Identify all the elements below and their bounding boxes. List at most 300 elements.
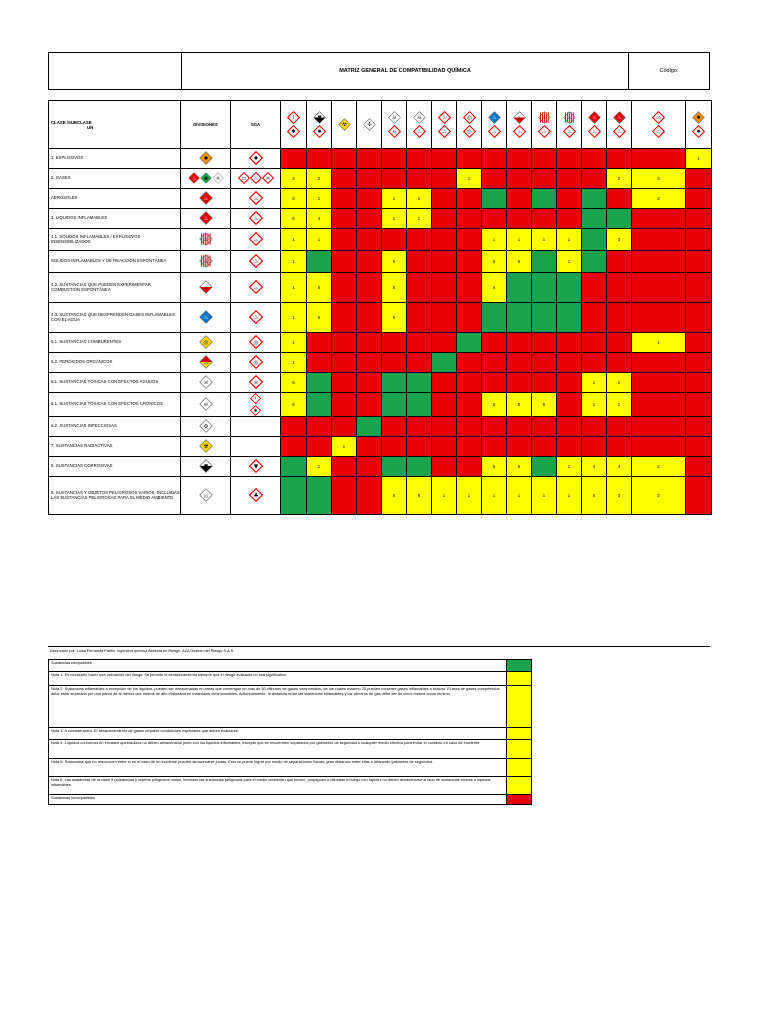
matrix-row xyxy=(49,303,712,333)
compat-cell xyxy=(686,273,712,303)
compat-cell xyxy=(582,169,607,189)
compat-cell: 5 xyxy=(482,251,507,273)
row-label: 6.2. SUSTANCIAS INFECCIOSAS xyxy=(49,417,181,437)
compat-cell xyxy=(332,457,357,477)
compat-cell xyxy=(332,169,357,189)
compat-cell xyxy=(607,353,632,373)
exclamation-icon xyxy=(287,111,300,124)
svg-text:♨: ♨ xyxy=(516,115,522,122)
corrosion-icon xyxy=(249,459,263,473)
compat-cell: 1 xyxy=(281,273,307,303)
compat-cell xyxy=(432,333,457,353)
compat-cell xyxy=(557,373,582,393)
compat-cell xyxy=(482,209,507,229)
svg-text:▭: ▭ xyxy=(656,115,661,122)
compat-cell xyxy=(507,303,532,333)
flame-icon xyxy=(249,232,263,246)
compatibility-matrix xyxy=(48,100,712,515)
compat-cell xyxy=(332,229,357,251)
svg-text:▭: ▭ xyxy=(656,129,661,136)
flammable-solid-icon xyxy=(199,232,213,246)
compat-cell xyxy=(357,229,382,251)
compat-cell xyxy=(382,393,407,417)
page-title: MATRIZ GENERAL DE COMPATIBILIDAD QUÍMICA xyxy=(182,53,629,89)
compat-cell xyxy=(382,457,407,477)
compat-cell xyxy=(532,353,557,373)
svg-text:♨: ♨ xyxy=(202,359,209,366)
compat-cell xyxy=(507,353,532,373)
legend-color-swatch xyxy=(507,759,532,777)
compat-cell xyxy=(457,393,482,417)
flame-icon xyxy=(250,172,262,184)
compat-cell xyxy=(557,273,582,303)
legend-color-swatch xyxy=(507,660,532,672)
compat-cell xyxy=(457,209,482,229)
compat-cell xyxy=(582,303,607,333)
compat-cell xyxy=(382,333,407,353)
water-reactive-icon xyxy=(199,310,213,324)
compat-cell: 3 xyxy=(281,169,307,189)
row-label: SOLIDOS INFLAMABLES Y DE REACCIÓN ESPONTÁNEA xyxy=(49,251,181,273)
compat-cell xyxy=(607,189,632,209)
compat-cell xyxy=(557,303,582,333)
svg-text:♨: ♨ xyxy=(541,129,547,136)
compat-cell xyxy=(507,273,532,303)
compat-cell: 5 xyxy=(307,273,332,303)
svg-text:♨: ♨ xyxy=(202,236,209,243)
compat-cell: 1 xyxy=(307,189,332,209)
organic-peroxide-icon xyxy=(199,355,213,369)
compat-cell xyxy=(482,437,507,457)
svg-text:♨: ♨ xyxy=(202,284,209,291)
compat-cell xyxy=(507,373,532,393)
compat-cell xyxy=(357,353,382,373)
legend-note-text: Nota 5: Sustancias que no reaccionen entre sí en el caso de un incidente pueden almacenarse juntas. Esto se puede lograr por medio de separaciones físicas, gran distancia entre ellas o utilizando gabinetes de seguridad. xyxy=(49,759,507,777)
compat-cell xyxy=(407,251,432,273)
flame-icon xyxy=(249,280,263,294)
compat-cell xyxy=(482,417,507,437)
row-label: 9. SUSTANCIAS Y OBJETOS PELIGROSOS VARIOS, INCLUIDAS LAS SUSTANCIAS PELIGROSAS PARA EL MEDIO AMBIENTE xyxy=(49,477,181,515)
legend-note-row xyxy=(49,740,532,759)
compat-cell xyxy=(482,169,507,189)
compat-cell xyxy=(686,417,712,437)
matrix-row xyxy=(49,209,712,229)
compat-cell xyxy=(607,209,632,229)
flame-icon xyxy=(563,125,576,138)
svg-text:✣: ✣ xyxy=(366,122,372,129)
compat-cell xyxy=(332,417,357,437)
explosive-icon xyxy=(692,111,705,124)
compat-cell: 1 xyxy=(632,333,686,353)
column-header-10 xyxy=(507,101,532,149)
svg-text:♨: ♨ xyxy=(441,115,447,122)
legend-color-swatch xyxy=(507,740,532,759)
flammable-solid-icon xyxy=(538,111,551,124)
compat-cell xyxy=(507,417,532,437)
svg-text:♨: ♨ xyxy=(491,129,497,136)
svg-text:☢: ☢ xyxy=(202,443,209,450)
sga-cell xyxy=(231,437,281,457)
sga-cell xyxy=(231,417,281,437)
svg-text:♨: ♨ xyxy=(416,129,422,136)
compat-cell xyxy=(632,149,686,169)
compat-cell xyxy=(457,189,482,209)
advisor-credit: Asesorado por: Luisa Fernanda Patiño. Ingeniera química Asesora en Riesgo. AZA Gestión del Riesgo S.A.S. xyxy=(50,649,235,653)
flame-over-circle-icon xyxy=(463,125,476,138)
sga-cell xyxy=(231,149,281,169)
matrix-row xyxy=(49,417,712,437)
compat-cell xyxy=(357,373,382,393)
svg-text:▼: ▼ xyxy=(317,115,321,122)
compat-cell xyxy=(532,437,557,457)
compat-cell xyxy=(582,189,607,209)
exploding-bomb-icon xyxy=(692,125,705,138)
spontaneous-combustion-icon xyxy=(199,280,213,294)
compat-cell xyxy=(332,353,357,373)
svg-text:◎: ◎ xyxy=(466,115,472,122)
row-label: 6.1. SUSTANCIAS TÓXICAS CON EFECTOS CRÓNICOS xyxy=(49,393,181,417)
compat-cell: 5 xyxy=(382,251,407,273)
sga-header-cell: SGA xyxy=(231,101,281,149)
flammable-liquid-icon xyxy=(199,211,213,225)
flame-icon xyxy=(513,125,526,138)
compat-cell xyxy=(532,149,557,169)
flame-icon xyxy=(613,125,626,138)
toxic-icon xyxy=(388,111,401,124)
svg-text:♨: ♨ xyxy=(516,129,522,136)
legend-note-row xyxy=(49,728,532,740)
compat-cell xyxy=(432,437,457,457)
svg-text:♨: ♨ xyxy=(252,314,259,321)
legend-note-row xyxy=(49,777,532,795)
compat-cell xyxy=(432,393,457,417)
column-header-3 xyxy=(332,101,357,149)
compat-cell xyxy=(382,417,407,437)
compat-cell: 3 xyxy=(281,189,307,209)
compat-cell: 1 xyxy=(557,477,582,515)
compat-cell xyxy=(357,209,382,229)
compat-cell xyxy=(332,209,357,229)
water-reactive-icon xyxy=(488,111,501,124)
column-header-4 xyxy=(357,101,382,149)
svg-text:♨: ♨ xyxy=(566,129,572,136)
svg-text:♨: ♨ xyxy=(252,215,259,222)
divisions-cell xyxy=(181,457,231,477)
compat-cell xyxy=(407,393,432,417)
compat-cell: 5 xyxy=(382,273,407,303)
compat-cell xyxy=(507,333,532,353)
compat-cell xyxy=(482,149,507,169)
exploding-bomb-icon xyxy=(249,151,263,165)
compat-cell: 1 xyxy=(281,353,307,373)
compat-cell: 6 xyxy=(382,477,407,515)
matrix-header-row xyxy=(49,101,712,149)
compat-cell xyxy=(686,393,712,417)
divisions-cell xyxy=(181,169,231,189)
compat-cell: 5 xyxy=(482,273,507,303)
legend-note-row xyxy=(49,672,532,686)
compat-cell xyxy=(332,149,357,169)
compat-cell: 5 xyxy=(482,393,507,417)
compat-cell xyxy=(582,353,607,373)
compat-cell xyxy=(607,149,632,169)
compat-cell: 1 xyxy=(382,209,407,229)
gas-cylinder-icon xyxy=(652,125,665,138)
compat-cell xyxy=(557,437,582,457)
flame-over-circle-icon xyxy=(249,335,263,349)
svg-text:✹: ✹ xyxy=(203,155,208,162)
svg-text:☢: ☢ xyxy=(341,122,347,129)
compat-cell xyxy=(407,353,432,373)
logo-area xyxy=(49,53,182,89)
compat-cell: 4 xyxy=(607,457,632,477)
compat-cell xyxy=(432,457,457,477)
row-label: AEROSOLES xyxy=(49,189,181,209)
compat-cell xyxy=(532,457,557,477)
compat-cell xyxy=(457,273,482,303)
infectious-icon xyxy=(363,118,376,131)
compat-cell xyxy=(332,477,357,515)
compat-cell xyxy=(432,353,457,373)
matrix-row xyxy=(49,169,712,189)
compat-cell: 2 xyxy=(632,189,686,209)
svg-text:✹: ✹ xyxy=(696,115,701,122)
class-header-label: CLASE /SUBCLASE xyxy=(51,119,92,125)
sga-cell xyxy=(231,353,281,373)
divisions-cell xyxy=(181,393,231,417)
matrix-row xyxy=(49,189,712,209)
svg-text:✹: ✹ xyxy=(696,129,701,136)
compat-cell xyxy=(357,149,382,169)
row-label: 7. SUSTANCIAS RADIACTIVAS xyxy=(49,437,181,457)
divisions-cell xyxy=(181,229,231,251)
compat-cell: 1 xyxy=(507,477,532,515)
svg-text:♨: ♨ xyxy=(202,215,209,222)
sga-cell xyxy=(231,189,281,209)
divisions-cell xyxy=(181,333,231,353)
compat-cell xyxy=(686,373,712,393)
compat-cell xyxy=(507,189,532,209)
sga-cell xyxy=(231,229,281,251)
flame-icon xyxy=(249,191,263,205)
compat-cell xyxy=(557,417,582,437)
compat-cell: 1 xyxy=(432,477,457,515)
matrix-row xyxy=(49,251,712,273)
compat-cell xyxy=(382,149,407,169)
sga-cell xyxy=(231,251,281,273)
compat-cell xyxy=(357,169,382,189)
legend-note-row xyxy=(49,795,532,805)
svg-text:♨: ♨ xyxy=(202,314,209,321)
svg-text:♨: ♨ xyxy=(591,129,597,136)
column-header-9 xyxy=(482,101,507,149)
column-header-14 xyxy=(607,101,632,149)
matrix-row xyxy=(49,457,712,477)
compat-cell xyxy=(407,303,432,333)
compat-cell: 1 xyxy=(557,251,582,273)
compat-cell xyxy=(632,393,686,417)
non-flammable-gas-icon xyxy=(200,172,212,184)
compat-cell xyxy=(632,303,686,333)
row-label: 2. GASES xyxy=(49,169,181,189)
compat-cell xyxy=(432,169,457,189)
compat-cell xyxy=(582,273,607,303)
compat-cell: 1 xyxy=(281,333,307,353)
legend-notes-table xyxy=(48,659,532,805)
flame-icon xyxy=(438,125,451,138)
compat-cell xyxy=(557,353,582,373)
matrix-row xyxy=(49,393,712,417)
flame-icon xyxy=(538,125,551,138)
compat-cell: 1 xyxy=(457,169,482,189)
column-header-6 xyxy=(407,101,432,149)
compat-cell xyxy=(332,303,357,333)
compat-cell: 1 xyxy=(557,457,582,477)
compat-cell: 3 xyxy=(607,229,632,251)
exploding-bomb-icon xyxy=(313,125,326,138)
compat-cell xyxy=(357,477,382,515)
svg-text:♨: ♨ xyxy=(441,129,447,136)
compat-cell xyxy=(686,303,712,333)
row-label: 5.2. PERÓXIDOS ORGÁNICOS xyxy=(49,353,181,373)
radioactive-icon xyxy=(199,439,213,453)
radioactive-icon xyxy=(338,118,351,131)
compat-cell xyxy=(307,437,332,457)
legend-color-swatch xyxy=(507,795,532,805)
compat-cell xyxy=(432,373,457,393)
compat-cell xyxy=(582,417,607,437)
row-label: 4.3. SUSTANCIAS QUE DESPRENDEN GASES INFLAMABLES CON EL AGUA xyxy=(49,303,181,333)
sga-cell xyxy=(231,333,281,353)
flame-icon xyxy=(438,111,451,124)
compat-cell: 1 xyxy=(532,477,557,515)
compat-cell xyxy=(457,333,482,353)
compat-cell: 4 xyxy=(307,209,332,229)
compat-cell xyxy=(686,251,712,273)
compat-cell xyxy=(532,417,557,437)
compat-cell xyxy=(482,303,507,333)
toxic-icon xyxy=(199,397,213,411)
matrix-row xyxy=(49,477,712,515)
svg-text:♨: ♨ xyxy=(202,258,209,265)
svg-text:✱: ✱ xyxy=(253,408,258,414)
compat-cell xyxy=(557,333,582,353)
compat-cell xyxy=(686,437,712,457)
compat-cell: 1 xyxy=(382,189,407,209)
svg-text:◎: ◎ xyxy=(203,339,208,346)
compat-cell: 6 xyxy=(281,373,307,393)
compat-cell: 5 xyxy=(507,457,532,477)
svg-text:☠: ☠ xyxy=(391,129,397,136)
legend-color-swatch xyxy=(507,728,532,740)
matrix-row xyxy=(49,273,712,303)
class-header-cell xyxy=(49,101,181,149)
column-header-16 xyxy=(686,101,712,149)
legend-note-text: Nota 6: Las sustancias de la clase 9 (sustancias y objetos peligrosos varios, incluidas las sustancias peligrosas para el medio ambiente) que inicien, propaguen o difundan el fuego con rapidez no deben almacenarse al lado de sustancias tóxicas o líquidos inflamables. xyxy=(49,777,507,795)
health-hazard-icon xyxy=(250,405,261,416)
legend-note-text: Nota 1: Es necesario hacer una valoración del riesgo. Se permite el almacenamiento siempre que el riesgo evaluado no sea significativo. xyxy=(49,672,507,686)
sga-cell xyxy=(231,273,281,303)
compat-cell xyxy=(457,303,482,333)
skull-crossbones-icon xyxy=(388,125,401,138)
compat-cell xyxy=(632,417,686,437)
compat-cell xyxy=(457,149,482,169)
column-header-1 xyxy=(281,101,307,149)
infectious-icon xyxy=(199,419,213,433)
compat-cell: 5 xyxy=(507,393,532,417)
column-header-11 xyxy=(532,101,557,149)
compat-cell xyxy=(332,393,357,417)
compat-cell xyxy=(532,373,557,393)
divisions-cell xyxy=(181,251,231,273)
compat-cell xyxy=(457,373,482,393)
compat-cell: 5 xyxy=(532,393,557,417)
compat-cell: 1 xyxy=(281,229,307,251)
compat-cell xyxy=(432,417,457,437)
svg-text:♨: ♨ xyxy=(491,115,497,122)
flame-icon xyxy=(249,310,263,324)
sga-cell xyxy=(231,169,281,189)
svg-text:♨: ♨ xyxy=(253,176,258,182)
legend-color-swatch xyxy=(507,672,532,686)
svg-text:♣: ♣ xyxy=(252,492,259,499)
compat-cell xyxy=(532,333,557,353)
matrix-row xyxy=(49,149,712,169)
flame-over-circle-icon xyxy=(463,111,476,124)
compat-cell xyxy=(482,373,507,393)
compat-cell: 1 xyxy=(482,229,507,251)
svg-text:◎: ◎ xyxy=(253,359,258,366)
compat-cell: 5 xyxy=(507,251,532,273)
legend-note-row xyxy=(49,759,532,777)
compat-cell xyxy=(632,353,686,373)
sga-cell xyxy=(231,303,281,333)
compat-cell xyxy=(407,437,432,457)
compat-cell xyxy=(281,417,307,437)
compat-cell xyxy=(532,189,557,209)
compat-cell xyxy=(632,373,686,393)
row-label: 5.1. SUSTANCIAS COMBURENTES xyxy=(49,333,181,353)
compat-cell xyxy=(607,333,632,353)
divisions-header-cell: DIVISIONES xyxy=(181,101,231,149)
compat-cell xyxy=(357,251,382,273)
compat-cell xyxy=(307,149,332,169)
compat-cell xyxy=(432,229,457,251)
legend-note-text: Nota 2: Sustancias inflamables a excepción de los líquidos, pueden ser almacenadas en áreas que contengan no más de 50 cilindros de gases comprimidos, de los cuales máximo 25 pueden contener gases inflamables o tóxicos. El área de gases comprimidos debe estar separada por una pared de al menos dos metros de alto elaborada en materiales incombustibles. Adicionalmente, la distancia entre las sustancias inflamables y los cilindros de gas debe ser de cinco metros como mínimo. xyxy=(49,686,507,728)
divisions-cell xyxy=(181,273,231,303)
compat-cell xyxy=(281,477,307,515)
row-label: 4.1. SÓLIDOS INFLAMABLES / EXPLOSIVOS INSENSIBILIZADOS xyxy=(49,229,181,251)
matrix-row xyxy=(49,333,712,353)
flame-icon xyxy=(488,125,501,138)
compat-cell: 3 xyxy=(607,477,632,515)
sga-cell xyxy=(231,477,281,515)
svg-text:✱: ✱ xyxy=(291,129,296,136)
compat-cell: 6 xyxy=(281,209,307,229)
compat-cell xyxy=(582,209,607,229)
svg-text:◉: ◉ xyxy=(203,176,208,182)
compat-cell: 3 xyxy=(632,477,686,515)
sga-cell xyxy=(231,209,281,229)
flame-icon xyxy=(588,125,601,138)
svg-text:♨: ♨ xyxy=(541,115,547,122)
compat-cell xyxy=(532,251,557,273)
compat-cell xyxy=(432,189,457,209)
divisions-cell xyxy=(181,303,231,333)
compat-cell xyxy=(407,333,432,353)
compat-cell xyxy=(507,169,532,189)
compat-cell xyxy=(632,209,686,229)
